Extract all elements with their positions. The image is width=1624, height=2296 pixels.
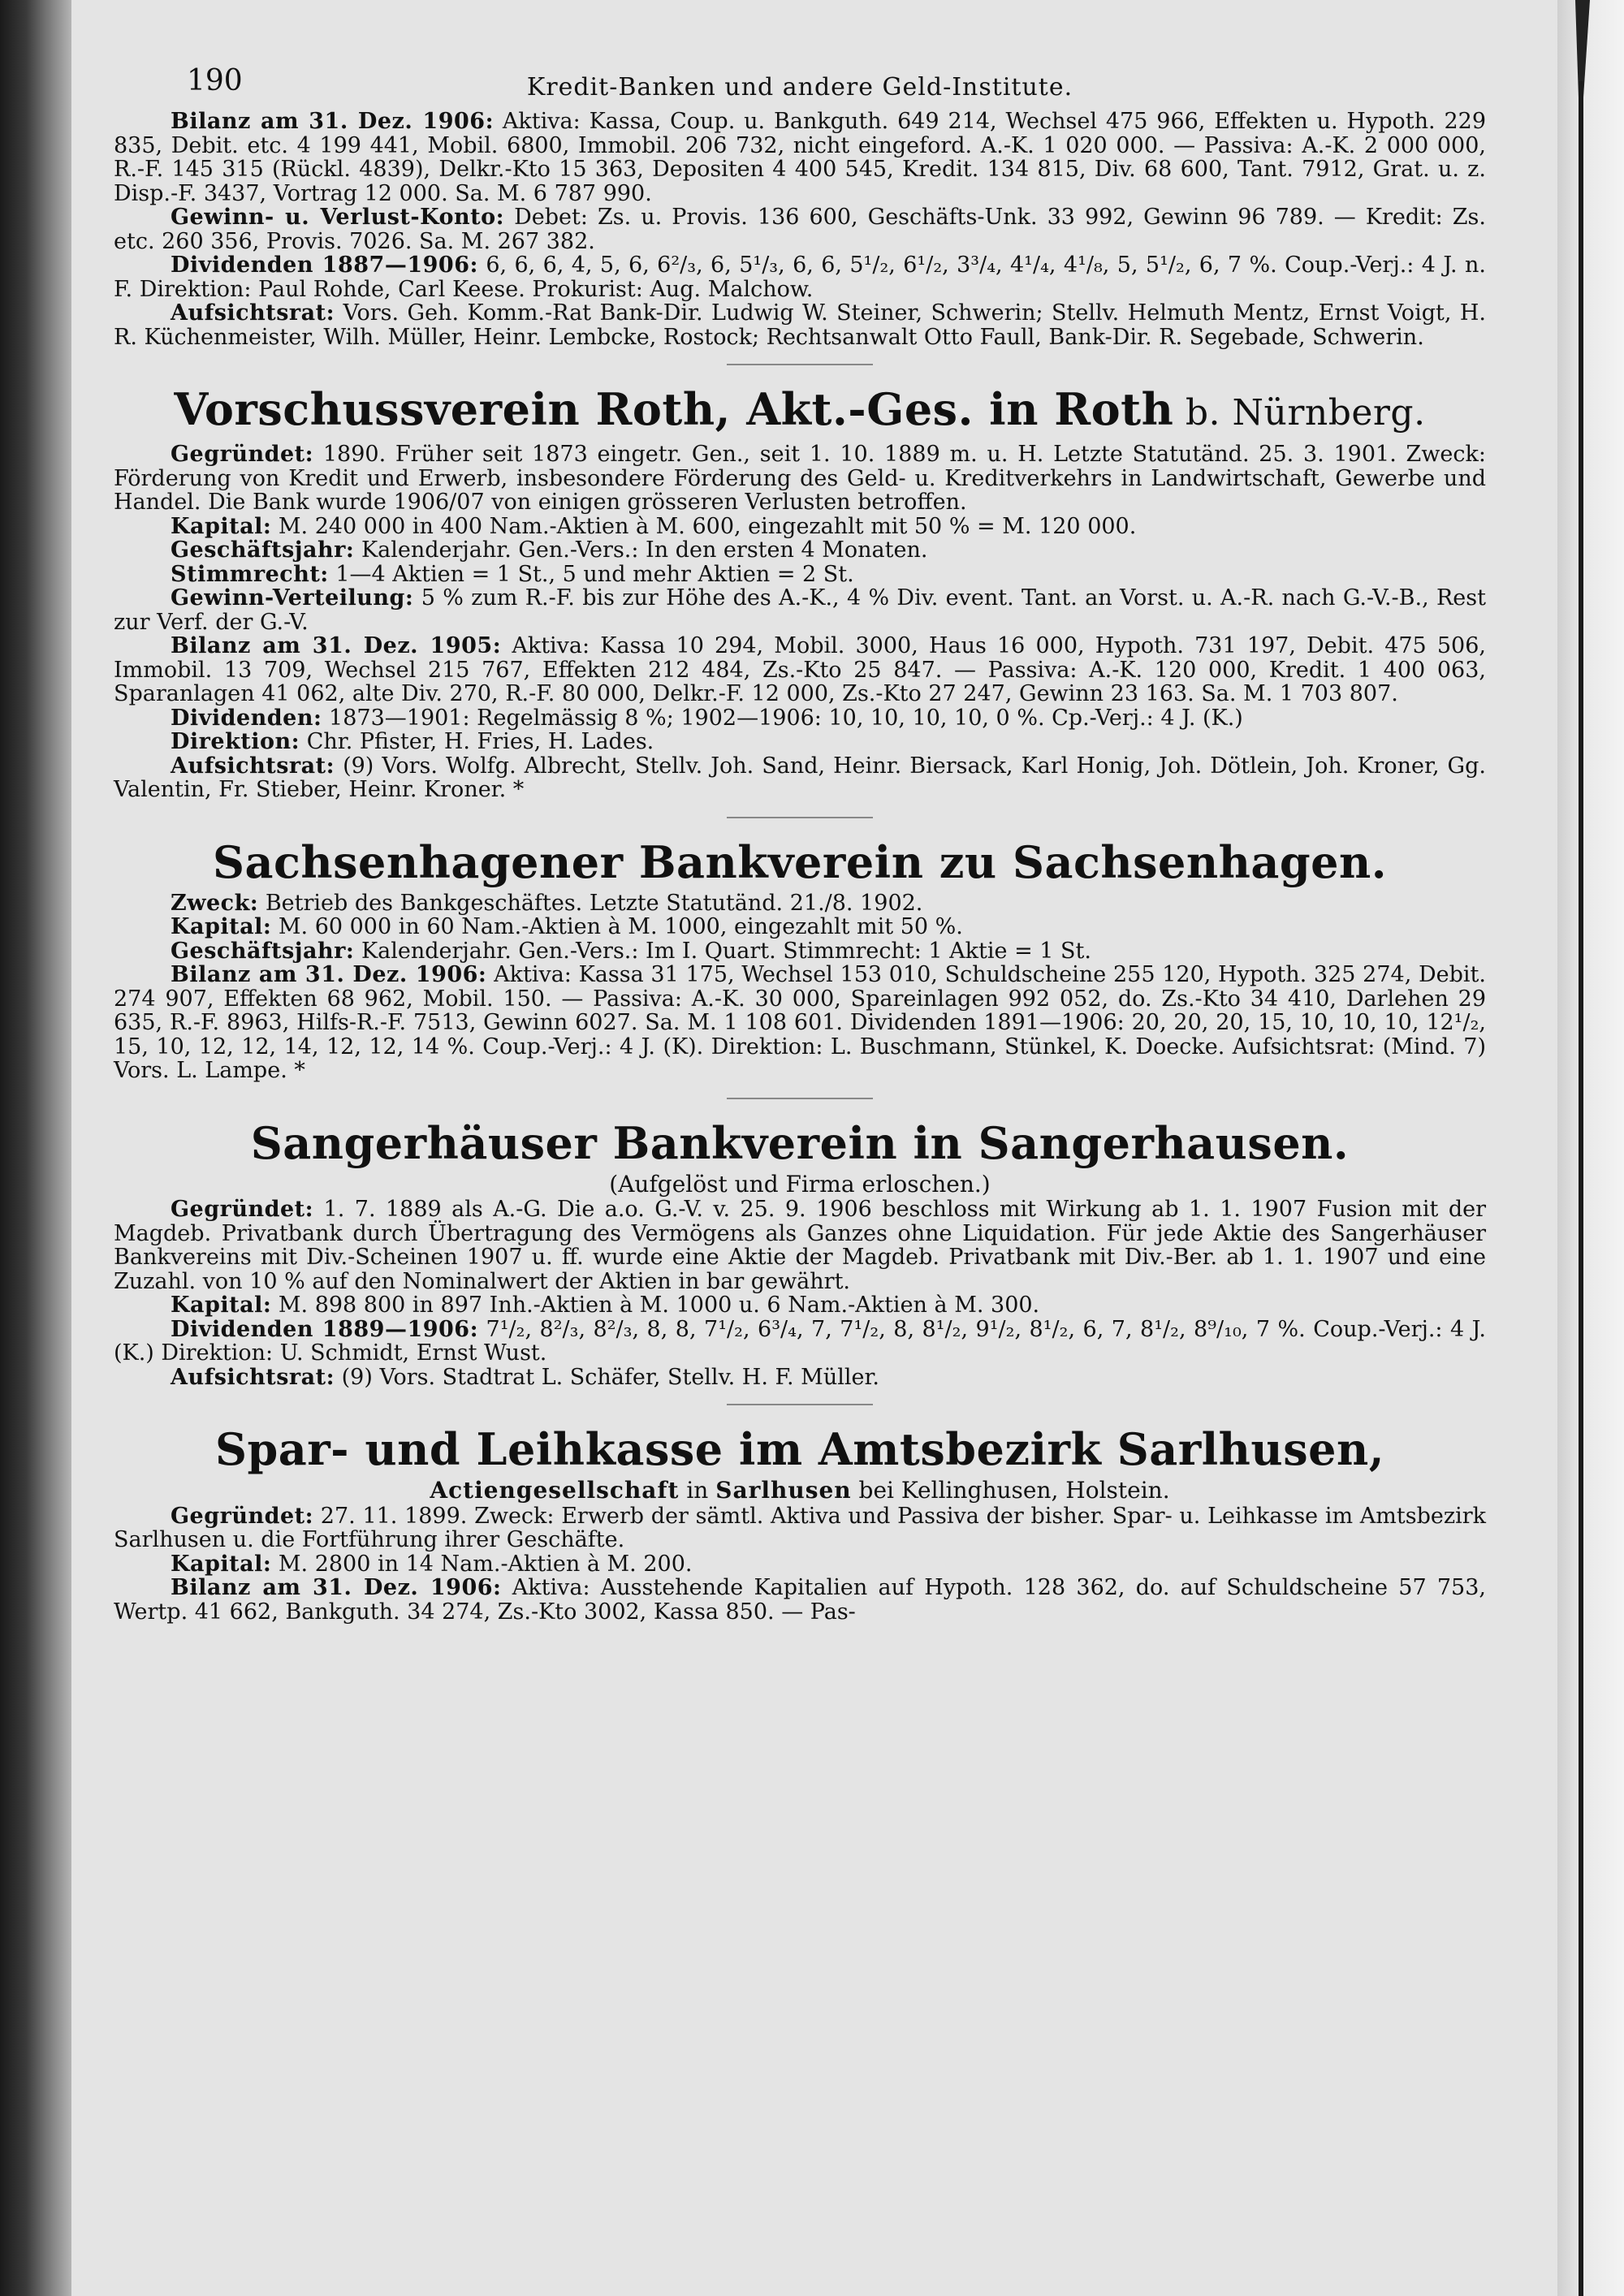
entry-paragraph bbox=[114, 1504, 1486, 1552]
field-text: Debet: Zs. u. Provis. 136 600, Geschäfts-Unk. 33 992, Gewinn 96 789. — Kredit: Zs. etc. 260 356, Provis. 7026. Sa. M. 267 382. bbox=[114, 205, 1486, 254]
entry-paragraph bbox=[114, 634, 1486, 706]
field-label: Stimmrecht: bbox=[171, 561, 329, 587]
field-label: Aufsichtsrat: bbox=[171, 300, 335, 326]
entry-paragraph bbox=[114, 538, 1486, 563]
section-divider bbox=[727, 1098, 873, 1099]
field-label: Direktion: bbox=[171, 729, 300, 754]
subtitle-company-type: Actiengesellschaft bbox=[430, 1477, 680, 1504]
field-text: Aktiva: Kassa 31 175, Wechsel 153 010, Schuldscheine 255 120, Hypoth. 325 274, Debit. 274 907, Effekten 68 962, Mobil. 150. — Passiva: A.-K. 30 000, Spareinlagen 992 052, do. Zs.-Kto 34 410, Darlehen 29 635, R.-F. 8963, Hilfs-R.-F. 7513, Gewinn 6027. Sa. M. 1 108 601. Dividenden 1891—1906: 20, 20, 20, 15, 10, 10, 10, 12¹/₂, 15, 10, 12, 12, 14, 12, 12, 14 %. Coup.-Verj.: 4 J. (K). Direktion: L. Buschmann, Stünkel, K. Doecke. Aufsichtsrat: (Mind. 7) Vors. L. Lampe. * bbox=[114, 962, 1486, 1083]
field-label: Dividenden 1887—1906: bbox=[171, 252, 478, 278]
field-label: Dividenden: bbox=[171, 705, 322, 731]
subtitle-connector: in bbox=[679, 1477, 716, 1504]
entry-vorschussverein-roth bbox=[114, 383, 1486, 802]
field-text: Aktiva: Kassa 10 294, Mobil. 3000, Haus 16 000, Hypoth. 731 197, Debit. 475 506, Immobil. 13 709, Wechsel 215 767, Effekten 212 484, Zs.-Kto 25 847. — Passiva: A.-K. 120 000, Kredit. 1 400 063, Sparanlagen 41 062, alte Div. 270, R.-F. 80 000, Delkr.-F. 12 000, Zs.-Kto 27 247, Gewinn 23 163. Sa. M. 1 703 807. bbox=[114, 633, 1486, 706]
entry-paragraph bbox=[114, 1198, 1486, 1293]
entry-paragraph bbox=[114, 442, 1486, 515]
field-label: Aufsichtsrat: bbox=[171, 753, 335, 779]
subtitle-place: Sarlhusen bbox=[715, 1477, 852, 1504]
field-label: Gewinn-Verteilung: bbox=[171, 585, 414, 611]
page-content bbox=[114, 61, 1486, 1624]
book-spine bbox=[0, 0, 75, 2296]
field-text: M. 898 800 in 897 Inh.-Aktien à M. 1000 u. 6 Nam.-Aktien à M. 300. bbox=[271, 1293, 1040, 1318]
field-label: Aufsichtsrat: bbox=[171, 1364, 335, 1390]
entry-paragraph bbox=[114, 1576, 1486, 1624]
field-label: Gegründet: bbox=[171, 1503, 314, 1529]
page-number: 190 bbox=[187, 64, 243, 97]
field-label: Gegründet: bbox=[171, 442, 314, 467]
entry-paragraph bbox=[114, 891, 1486, 916]
field-text: 7¹/₂, 8²/₃, 8²/₃, 8, 8, 7¹/₂, 6³/₄, 7, 7¹/₂, 8, 8¹/₂, 9¹/₂, 8¹/₂, 6, 7, 8¹/₂, 8⁹/₁₀, 7 %. Coup.-Verj.: 4 J. (K.) Direktion: U. Schmidt, Ernst Wust. bbox=[114, 1316, 1486, 1366]
field-label: Gegründet: bbox=[171, 1197, 314, 1222]
entry-paragraph bbox=[114, 754, 1486, 802]
section-divider bbox=[727, 1404, 873, 1405]
field-text: M. 240 000 in 400 Nam.-Aktien à M. 600, eingezahlt mit 50 % = M. 120 000. bbox=[271, 513, 1137, 539]
subtitle-location: bei Kellinghusen, Holstein. bbox=[851, 1477, 1170, 1504]
field-label: Kapital: bbox=[171, 1293, 272, 1318]
field-text: 5 % zum R.-F. bis zur Höhe des A.-K., 4 % Div. event. Tant. an Vorst. u. A.-R. nach G.-V.-B., Rest zur Verf. der G.-V. bbox=[114, 585, 1486, 635]
field-label: Dividenden 1889—1906: bbox=[171, 1316, 479, 1342]
entry-title: Sachsenhagener Bankverein zu Sachsenhagen. bbox=[212, 835, 1388, 888]
field-text: Kalenderjahr. Gen.-Vers.: In den ersten 4 Monaten. bbox=[354, 537, 928, 563]
entry-paragraph bbox=[114, 730, 1486, 754]
field-text: Chr. Pfister, H. Fries, H. Lades. bbox=[300, 729, 654, 754]
section-divider bbox=[727, 817, 873, 818]
field-text: Vors. Geh. Komm.-Rat Bank-Dir. Ludwig W. Steiner, Schwerin; Stellv. Helmuth Mentz, Ernst Voigt, H. R. Küchenmeister, Wilh. Müller, Heinr. Lembcke, Rostock; Rechtsanwalt Otto Faull, Bank-Dir. R. Segebade, Schwerin. bbox=[114, 300, 1486, 350]
field-text: Aktiva: Kassa, Coup. u. Bankguth. 649 214, Wechsel 475 966, Effekten u. Hypoth. 229 835, Debit. etc. 4 199 441, Mobil. 6800, Immobil. 206 732, nicht eingeford. A.-K. 1 020 000. — Passiva: A.-K. 2 000 000, R.-F. 145 315 (Rückl. 4839), Delkr.-Kto 15 363, Depositen 4 400 545, Kredit. 134 815, Div. 68 600, Tant. 7912, Grat. u. z. Disp.-F. 3437, Vortrag 12 000. Sa. M. 6 787 990. bbox=[114, 109, 1487, 206]
entry-sangerhaeuser-bankverein bbox=[114, 1117, 1486, 1390]
entry-paragraph bbox=[114, 110, 1486, 205]
entry-paragraph bbox=[114, 706, 1486, 731]
page-header bbox=[114, 61, 1486, 110]
entry-note: (Aufgelöst und Firma erloschen.) bbox=[609, 1170, 991, 1198]
field-text: M. 60 000 in 60 Nam.-Aktien à M. 1000, eingezahlt mit 50 %. bbox=[271, 914, 963, 939]
field-text: 6, 6, 6, 4, 5, 6, 6²/₃, 6, 5¹/₃, 6, 6, 5¹/₂, 6¹/₂, 3³/₄, 4¹/₄, 4¹/₈, 5, 5¹/₂, 6, 7 %. Coup.-Verj.: 4 J. n. F. Direktion: Paul Rohde, Carl Keese. Prokurist: Aug. Malchow. bbox=[114, 252, 1486, 302]
binding-cord-decoration bbox=[1567, 0, 1592, 2296]
field-text: (9) Vors. Wolfg. Albrecht, Stellv. Joh. Sand, Heinr. Biersack, Karl Honig, Joh. Dötlein, Joh. Kroner, Gg. Valentin, Fr. Stieber, Heinr. Kroner. * bbox=[114, 753, 1486, 802]
field-label: Geschäftsjahr: bbox=[171, 938, 355, 964]
entry-title-main: Vorschussverein Roth, Akt.-Ges. in Roth bbox=[174, 383, 1174, 435]
entry-subtitle bbox=[114, 1478, 1486, 1503]
entry-paragraph bbox=[114, 205, 1486, 253]
field-text: 27. 11. 1899. Zweck: Erwerb der sämtl. Aktiva und Passiva der bisher. Spar- u. Leihkasse im Amtsbezirk Sarlhusen u. die Fortführung ihrer Geschäfte. bbox=[114, 1503, 1486, 1552]
entry-paragraph bbox=[114, 301, 1486, 349]
field-label: Bilanz am 31. Dez. 1905: bbox=[171, 633, 502, 658]
field-label: Geschäftsjahr: bbox=[171, 537, 355, 563]
field-label: Kapital: bbox=[171, 1551, 272, 1577]
field-label: Bilanz am 31. Dez. 1906: bbox=[171, 1575, 502, 1600]
entry-paragraph bbox=[114, 586, 1486, 634]
entry-paragraph bbox=[114, 1293, 1486, 1318]
field-text: 1890. Früher seit 1873 eingetr. Gen., seit 1. 10. 1889 m. u. H. Letzte Statutänd. 25. 3. 1901. Zweck: Förderung von Kredit und Erwerb, insbesondere Förderung des Geld- u. Kreditverkehrs in Landwirtschaft, Gewerbe und Handel. Die Bank wurde 1906/07 von einigen grösseren Verlusten betroffen. bbox=[114, 442, 1486, 515]
entry-paragraph bbox=[114, 963, 1486, 1083]
entry-paragraph bbox=[114, 1366, 1486, 1390]
field-label: Gewinn- u. Verlust-Konto: bbox=[171, 205, 505, 230]
entry-title: Spar- und Leihkasse im Amtsbezirk Sarlhusen, bbox=[214, 1423, 1385, 1475]
field-text: M. 2800 in 14 Nam.-Aktien à M. 200. bbox=[271, 1551, 693, 1577]
field-label: Kapital: bbox=[171, 513, 272, 539]
field-text: 1—4 Aktien = 1 St., 5 und mehr Aktien = 2 St. bbox=[328, 561, 854, 587]
entry-title: Sangerhäuser Bankverein in Sangerhausen. bbox=[250, 1116, 1350, 1169]
field-text: Kalenderjahr. Gen.-Vers.: Im I. Quart. Stimmrecht: 1 Aktie = 1 St. bbox=[354, 938, 1091, 964]
entry-spar-und-leihkasse-sarlhusen bbox=[114, 1423, 1486, 1624]
entry-title bbox=[114, 383, 1486, 439]
entry-paragraph bbox=[114, 915, 1486, 939]
field-text: 1873—1901: Regelmässig 8 %; 1902—1906: 10, 10, 10, 10, 0 %. Cp.-Verj.: 4 J. (K.) bbox=[322, 705, 1243, 731]
field-label: Bilanz am 31. Dez. 1906: bbox=[171, 109, 495, 134]
entry-paragraph bbox=[114, 1552, 1486, 1577]
entry-paragraph bbox=[114, 563, 1486, 587]
field-text: (9) Vors. Stadtrat L. Schäfer, Stellv. H. F. Müller. bbox=[335, 1364, 879, 1390]
field-text: Aktiva: Ausstehende Kapitalien auf Hypoth. 128 362, do. auf Schuldscheine 57 753, Wertp. 41 662, Bankguth. 34 274, Zs.-Kto 3002, Kassa 850. — Pas- bbox=[114, 1575, 1486, 1625]
entry-paragraph bbox=[114, 1318, 1486, 1366]
entry-continuation bbox=[114, 110, 1486, 349]
entry-paragraph bbox=[114, 515, 1486, 539]
entry-paragraph bbox=[114, 939, 1486, 964]
running-title: Kredit-Banken und andere Geld-Institute. bbox=[526, 73, 1073, 101]
field-label: Bilanz am 31. Dez. 1906: bbox=[171, 962, 487, 987]
field-label: Kapital: bbox=[171, 914, 272, 939]
entry-paragraph bbox=[114, 253, 1486, 301]
entry-title-suffix: b. Nürnberg. bbox=[1173, 392, 1426, 434]
field-label: Zweck: bbox=[171, 890, 259, 916]
entry-sachsenhagener-bankverein bbox=[114, 836, 1486, 1083]
field-text: 1. 7. 1889 als A.-G. Die a.o. G.-V. v. 25. 9. 1906 beschloss mit Wirkung ab 1. 1. 1907 Fusion mit der Magdeb. Privatbank durch Übertragung des Vermögens als Ganzes ohne Liquidation. Für jede Aktie des Sangerhäuser Bankvereins mit Div.-Scheinen 1907 u. ff. wurde eine Aktie der Magdeb. Privatbank mit Div.-Ber. ab 1. 1. 1907 und eine Zuzahl. von 10 % auf den Nominalwert der Aktien in bar gewährt. bbox=[114, 1197, 1486, 1294]
section-divider bbox=[727, 364, 873, 365]
field-text: Betrieb des Bankgeschäftes. Letzte Statutänd. 21./8. 1902. bbox=[258, 890, 923, 916]
